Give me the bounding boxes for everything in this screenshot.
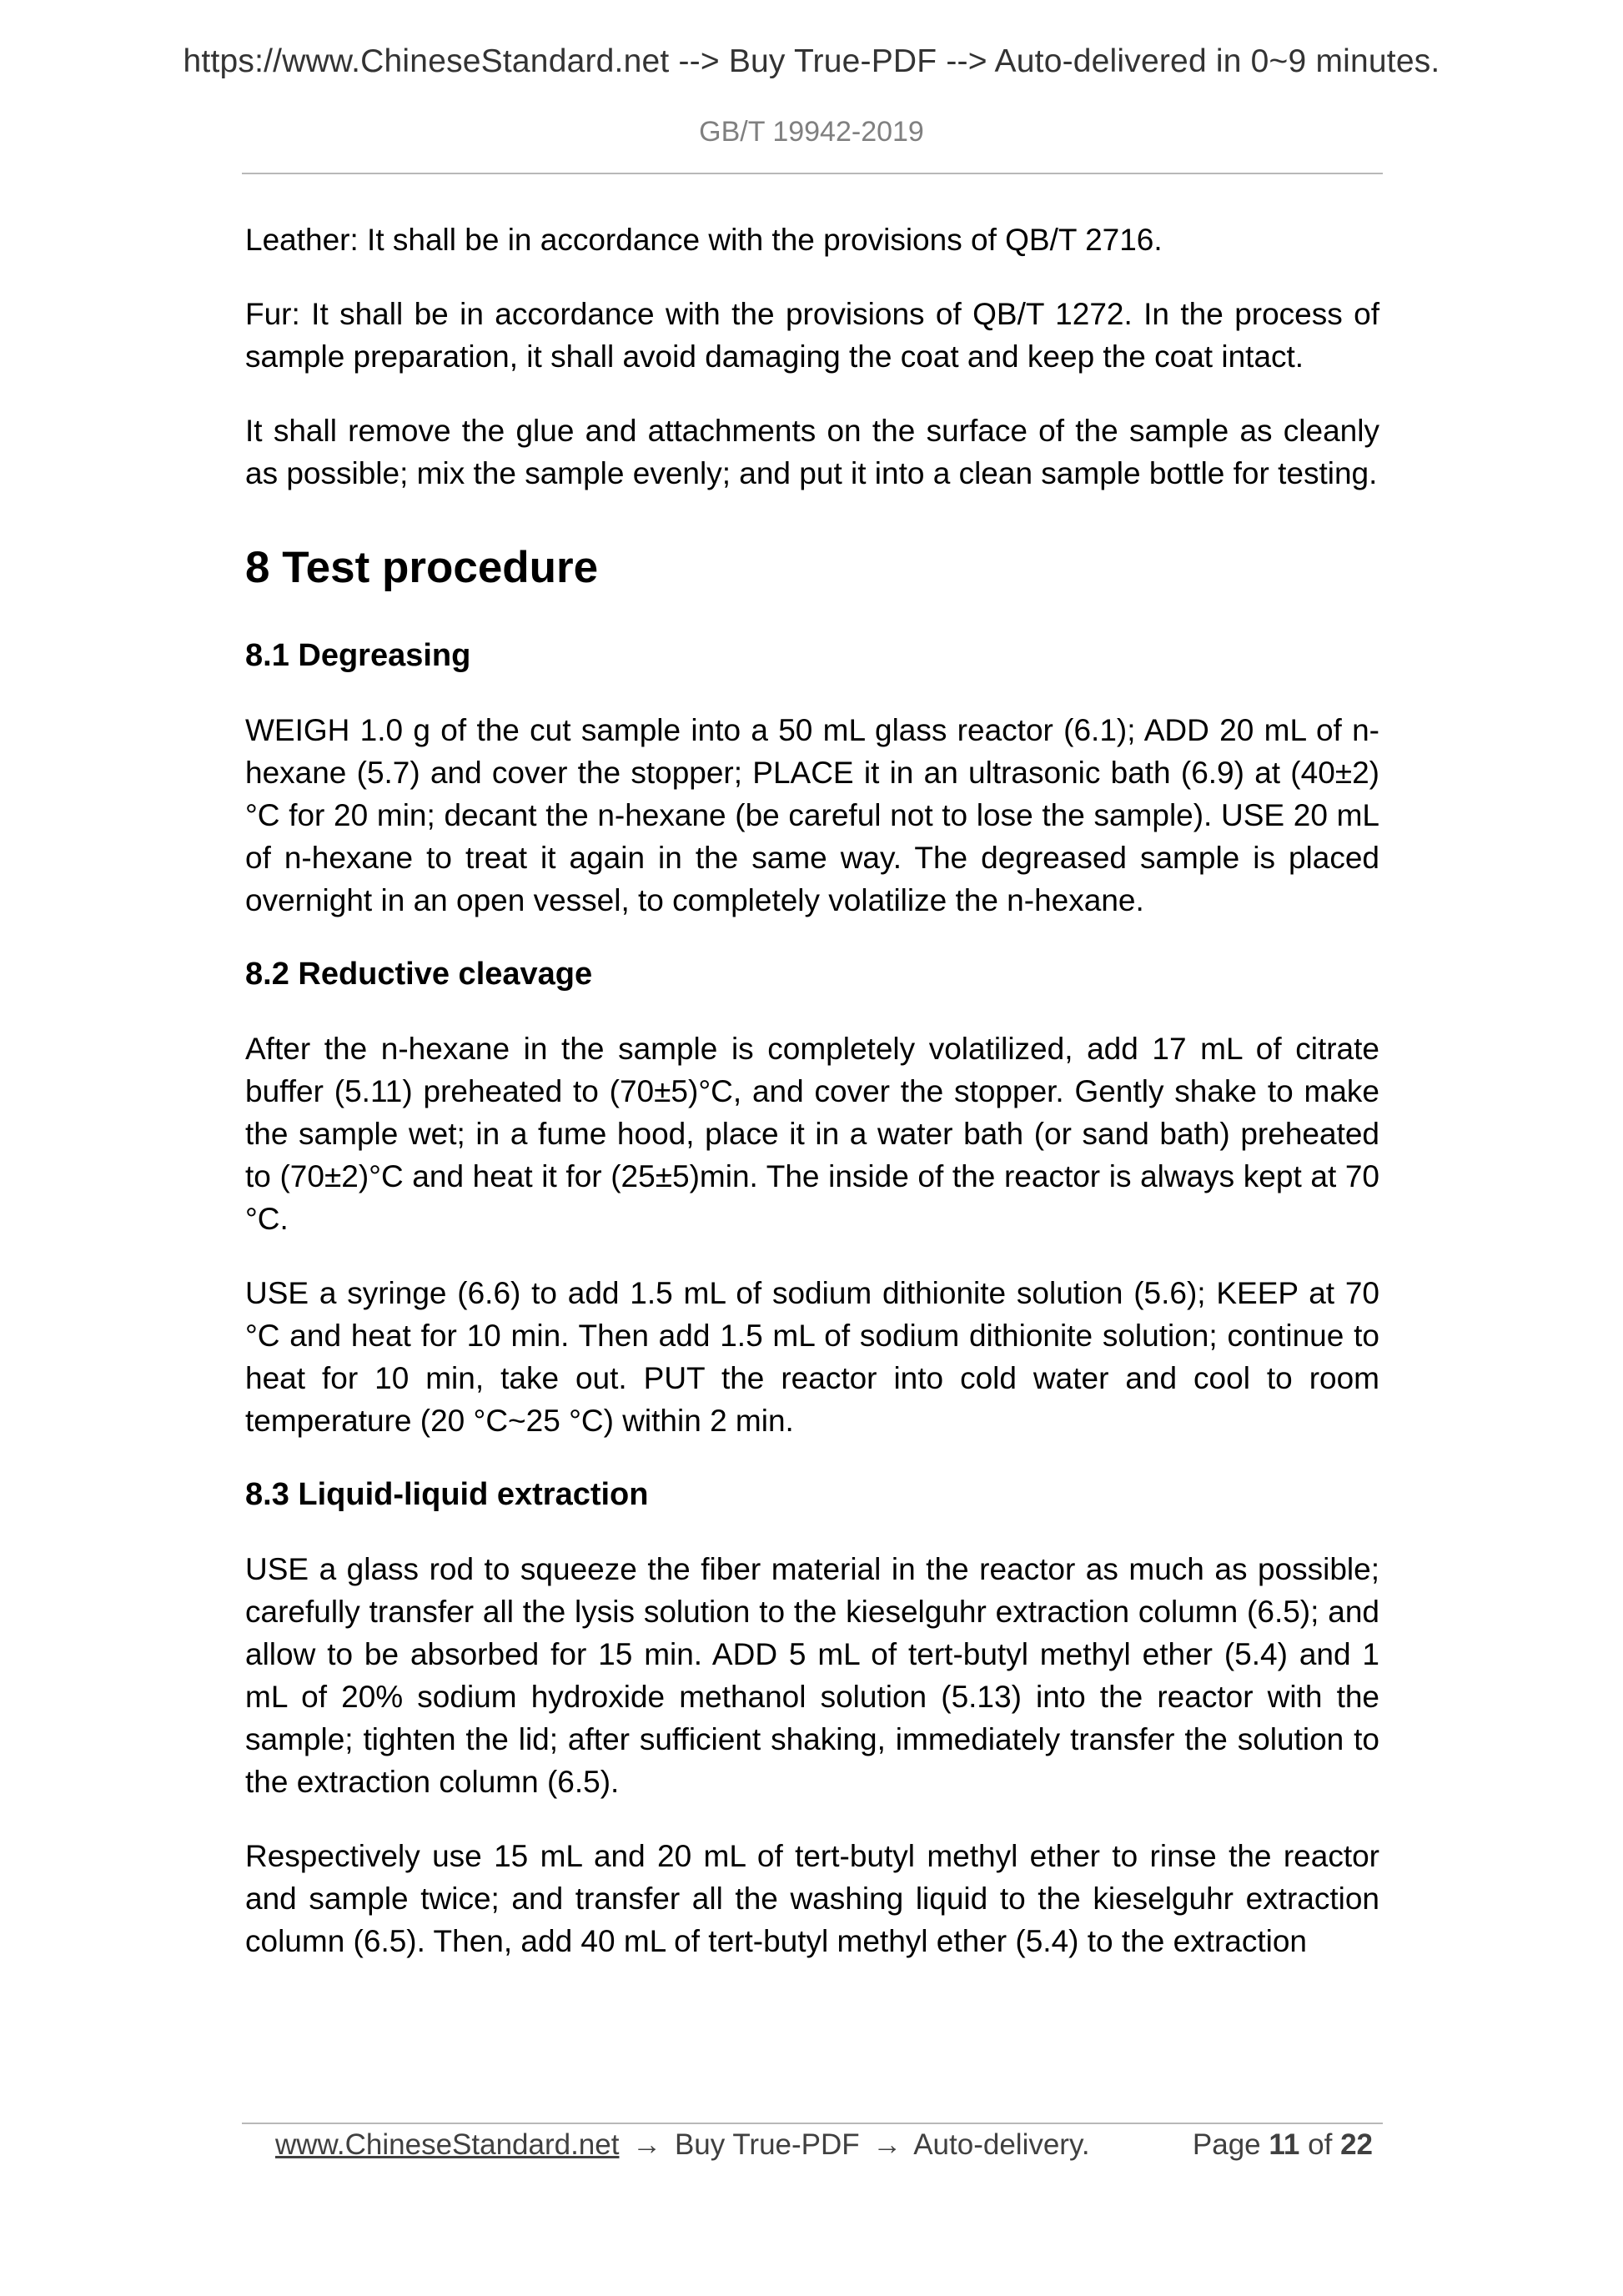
header-divider [242, 173, 1383, 174]
paragraph-leather: Leather: It shall be in accordance with the provisions of QB/T 2716. [245, 223, 1163, 257]
paragraph-extraction-2: Respectively use 15 mL and 20 mL of tert-butyl methyl ether to rinse the reactor and sample twice; and transfer all the washing liquid to the kieselguhr extraction column (6.5). Then, add 40 mL of tert-butyl methyl ether (5.4) to the extraction [245, 1839, 1379, 1958]
section-heading-8: 8 Test procedure [245, 543, 599, 592]
arrow-right-icon: → [632, 2128, 662, 2161]
footer-delivery-text: Auto-delivery. [913, 2128, 1090, 2161]
footer-site-link[interactable]: www.ChineseStandard.net [275, 2128, 620, 2161]
subsection-heading-8-2: 8.2 Reductive cleavage [245, 957, 593, 992]
footer-divider [242, 2123, 1383, 2124]
paragraph-degreasing: WEIGH 1.0 g of the cut sample into a 50 mL glass reactor (6.1); ADD 20 mL of n-hexane (5.7) and cover the stopper; PLACE it in an ultrasonic bath (6.9) at (40±2)°C for 20 min; decant the n-hexane (be careful not to lose the sample). USE 20 mL of n-hexane to treat it again in the same way. The degreased sample is placed overnight in an open vessel, to completely volatilize the n-hexane. [245, 713, 1379, 917]
page-number-indicator [1193, 2128, 1373, 2162]
total-page-count: 22 [1340, 2128, 1373, 2161]
page-content [245, 219, 1379, 1994]
subsection-heading-8-3: 8.3 Liquid-liquid extraction [245, 1477, 649, 1512]
footer-buy-text: Buy True-PDF [674, 2128, 860, 2161]
arrow-right-icon: → [872, 2128, 902, 2161]
page-footer [0, 2128, 1623, 2170]
paragraph-reductive-cleavage-1: After the n-hexane in the sample is completely volatilized, add 17 mL of citrate buffer (5.11) preheated to (70±5)°C, and cover the stopper. Gently shake to make the sample wet; in a fume hood, place it in a water bath (or sand bath) preheated to (70±2)°C and heat it for (25±5)min. The inside of the reactor is always kept at 70 °C. [245, 1032, 1379, 1236]
top-banner: https://www.ChineseStandard.net --> Buy True-PDF --> Auto-delivered in 0~9 minutes. [183, 43, 1440, 79]
paragraph-fur: Fur: It shall be in accordance with the provisions of QB/T 1272. In the process of sample preparation, it shall avoid damaging the coat and keep the coat intact. [245, 297, 1379, 374]
paragraph-reductive-cleavage-2: USE a syringe (6.6) to add 1.5 mL of sodium dithionite solution (5.6); KEEP at 70 °C and heat for 10 min. Then add 1.5 mL of sodium dithionite solution; continue to heat for 10 min, take out. PUT the reactor into cold water and cool to room temperature (20 °C~25 °C) within 2 min. [245, 1276, 1379, 1438]
page-label: Page [1192, 2128, 1261, 2161]
standard-id: GB/T 19942-2019 [699, 116, 924, 148]
subsection-heading-8-1: 8.1 Degreasing [245, 638, 471, 673]
footer-promo [275, 2128, 1090, 2162]
paragraph-extraction-1: USE a glass rod to squeeze the fiber material in the reactor as much as possible; carefully transfer all the lysis solution to the kieselguhr extraction column (6.5); and allow to be absorbed for 15 min. ADD 5 mL of tert-butyl methyl ether (5.4) and 1 mL of 20% sodium hydroxide methanol solution (5.13) into the reactor with the sample; tighten the lid; after sufficient shaking, immediately transfer the solution to the extraction column (6.5). [245, 1552, 1379, 1799]
current-page-number: 11 [1269, 2128, 1300, 2161]
of-label: of [1308, 2128, 1333, 2161]
paragraph-remove-glue: It shall remove the glue and attachments on the surface of the sample as cleanly as possible; mix the sample evenly; and put it into a clean sample bottle for testing. [245, 414, 1379, 490]
